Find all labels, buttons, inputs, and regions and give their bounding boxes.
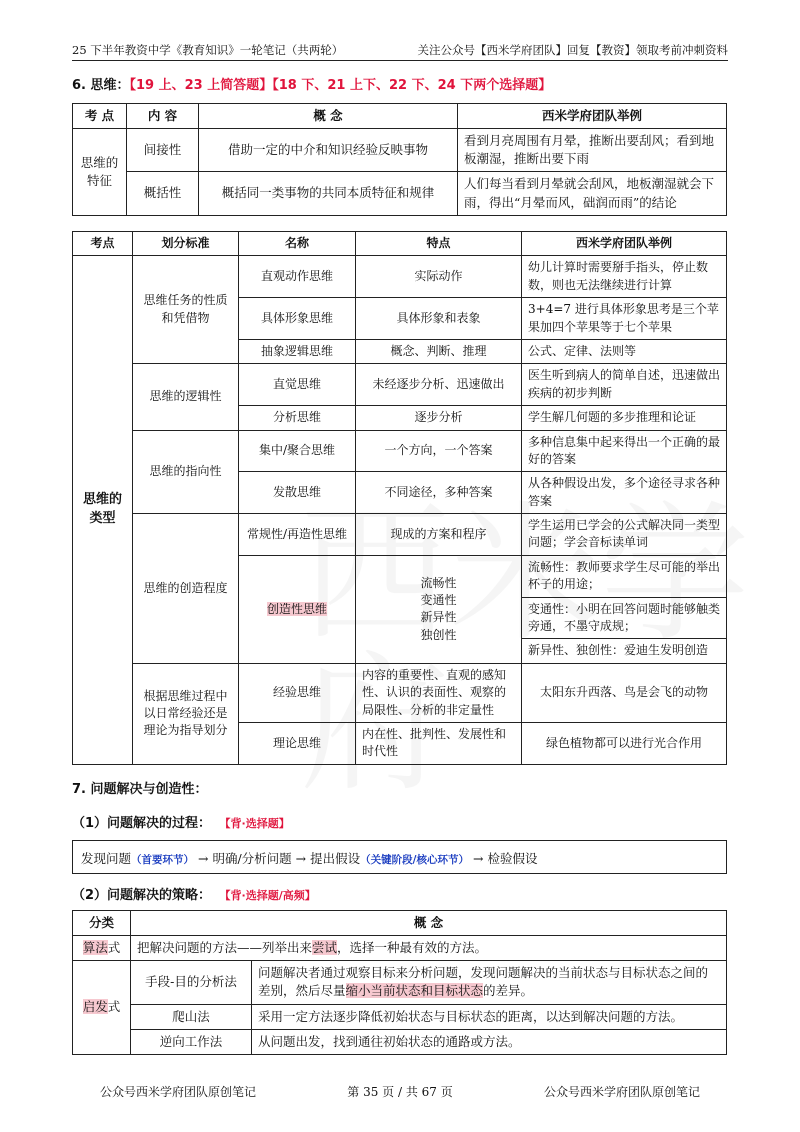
strategy-table [72,910,727,1055]
feature-line: 变通性 [420,592,457,607]
feature-line: 流畅性 [420,575,457,590]
section-7-1-label: （1）问题解决的过程： [72,816,212,831]
content-cell: 概括性 [127,172,199,215]
process-step: 提出假设 [310,851,361,866]
feature-cell: 内容的重要性、直观的感知性、认识的表面性、观察的局限性、分析的非定量性 [356,663,522,722]
standard-cell: 思维任务的性质和凭借物 [133,256,239,364]
header-right: 关注公众号【西米学府团队】回复【教资】领取考前冲刺资料 [417,43,728,57]
page-footer [100,1083,700,1100]
name-cell: 直观动作思维 [239,256,356,298]
table-row [73,1004,727,1029]
arrow: → [198,851,209,866]
col-header: 西米学府团队举例 [522,232,727,256]
feature-cell: 未经逐步分析、迅速做出 [356,364,522,406]
name-cell: 直觉思维 [239,364,356,406]
example-cell: 3+4=7 进行具体形象思考是三个苹果加四个苹果等于七个苹果 [522,298,727,340]
concept-cell: 概括同一类事物的共同本质特征和规律 [199,172,458,215]
algo-name-hl: 算法 [82,940,108,956]
process-step-tag: （首要环节） [131,854,195,866]
algo-def-hl: 尝试 [312,940,338,956]
example-cell: 流畅性：教师要求学生尽可能的举出杯子的用途； [522,555,727,597]
table-row [73,663,727,722]
feature-cell: 概念、判断、推理 [356,339,522,363]
standard-cell: 思维的逻辑性 [133,364,239,430]
feature-cell: 内在性、批判性、发展性和时代性 [356,722,522,764]
method-name-cell: 爬山法 [131,1004,252,1029]
process-step: 明确/分析问题 [212,851,292,866]
example-cell: 医生听到病人的简单自述，迅速做出疾病的初步判断 [522,364,727,406]
creative-thinking-name: 创造性思维 [266,601,327,616]
section-7-1-title [72,812,290,831]
heur-def-end: 的差异。 [483,983,534,999]
section-7-2-label: （2）问题解决的策略： [72,888,212,903]
example-cell: 学生解几何题的多步推理和论证 [522,406,727,430]
feature-cell: 逐步分析 [356,406,522,430]
col-header: 考点 [73,232,133,256]
table-row [73,364,727,406]
standard-cell: 思维的指向性 [133,430,239,514]
table-row [73,514,727,556]
example-cell: 多种信息集中起来得出一个正确的最好的答案 [522,430,727,472]
name-cell: 抽象逻辑思维 [239,339,356,363]
example-cell: 看到月亮周围有月晕，推断出要刮风；看到地板潮湿，推断出要下雨 [458,129,727,172]
example-cell: 人们每当看到月晕就会刮风，地板潮湿就会下雨，得出“月晕而风，础润而雨”的结论 [458,172,727,215]
feature-line: 独创性 [420,627,457,642]
definition-cell: 从问题出发，找到通往初始状态的通路或方法。 [252,1029,727,1054]
col-header: 概 念 [131,911,727,936]
footer-right: 公众号西米学府团队原创笔记 [543,1085,700,1099]
table-row [73,256,727,298]
algo-name-suffix: 式 [107,940,121,956]
definition-cell [252,961,727,1004]
method-name-cell: 逆向工作法 [131,1029,252,1054]
name-cell: 经验思维 [239,663,356,722]
section-7-title: 7. 问题解决与创造性： [72,782,208,797]
table-row [73,936,727,961]
col-header: 内 容 [127,104,199,129]
name-cell: 理论思维 [239,722,356,764]
name-cell: 集中/聚合思维 [239,430,356,472]
page-number: 第 35 页 / 共 67 页 [347,1085,453,1099]
example-cell: 太阳东升西落、鸟是会飞的动物 [522,663,727,722]
concept-cell: 借助一定的中介和知识经验反映事物 [199,129,458,172]
header-left: 25 下半年教资中学《教育知识》一轮笔记（共两轮） [72,43,344,57]
process-step-tag: （关键阶段/核心环节） [360,854,469,866]
section-7-1-tag: 【背·选择题】 [225,817,290,830]
section-6-label: 6. 思维： [72,78,130,93]
feature-line: 新异性 [420,610,457,625]
standard-cell: 思维的创造程度 [133,514,239,664]
heur-def-hl: 缩小当前状态和目标状态 [345,983,484,999]
name-cell: 发散思维 [239,472,356,514]
example-cell: 学生运用已学会的公式解决同一类型问题；学会音标读单词 [522,514,727,556]
definition-cell [131,936,727,961]
feature-cell [356,555,522,663]
point-cell: 思维的特征 [73,129,127,216]
section-6-tag: 【19 上、23 上简答题】【18 下、21 上下、22 下、24 下两个选择题】 [129,78,552,93]
example-cell: 绿色植物都可以进行光合作用 [522,722,727,764]
section-6-title [72,74,551,93]
thinking-features-table [72,103,727,216]
example-cell: 新异性、独创性：爱迪生发明创造 [522,639,727,663]
col-header: 概 念 [199,104,458,129]
process-step: 检验假设 [487,851,538,866]
section-7-2-title [72,884,316,903]
col-header: 特点 [356,232,522,256]
example-cell: 从各种假设出发，多个途径寻求各种答案 [522,472,727,514]
definition-cell: 采用一定方法逐步降低初始状态与目标状态的距离，以达到解决问题的方法。 [252,1004,727,1029]
algo-def-end: ，选择一种最有效的方法。 [337,940,488,956]
col-header: 分类 [73,911,131,936]
standard-cell: 根据思维过程中以日常经验还是理论为指导划分 [133,663,239,764]
example-cell: 公式、定律、法则等 [522,339,727,363]
name-cell: 分析思维 [239,406,356,430]
col-header: 名称 [239,232,356,256]
heur-name-suffix: 式 [107,999,121,1015]
heur-name-hl: 启发 [82,999,108,1015]
heur-def: 问题解决者通过观察目标来分析问题，发现问题解决的当前状态与目标状态之间的差别，然后尽量 [258,965,709,999]
algo-def: 把解决问题的方法——列举出来 [137,940,313,956]
category-cell [73,936,131,961]
table-row [73,1029,727,1054]
feature-cell: 实际动作 [356,256,522,298]
col-header: 西米学府团队举例 [458,104,727,129]
table-row [73,430,727,472]
col-header: 划分标准 [133,232,239,256]
process-box [72,840,727,874]
example-cell: 变通性：小明在回答问题时能够触类旁通，不墨守成规； [522,597,727,639]
feature-cell: 具体形象和表象 [356,298,522,340]
thinking-types-table [72,231,727,765]
table-row [73,961,727,1004]
method-name-cell: 手段-目的分析法 [131,961,252,1004]
table-row [73,129,727,172]
table-header-row [73,911,727,936]
example-cell: 幼儿计算时需要掰手指头，停止数数，则也无法继续进行计算 [522,256,727,298]
table-header-row [73,232,727,256]
arrow: → [295,851,307,866]
col-header: 考 点 [73,104,127,129]
category-cell [73,961,131,1055]
feature-cell: 一个方向，一个答案 [356,430,522,472]
name-cell: 常规性/再造性思维 [239,514,356,556]
process-step: 发现问题 [81,851,132,866]
page-header [72,36,728,61]
table-row [73,172,727,215]
section-7-2-tag: 【背·选择题/高频】 [225,889,316,902]
feature-cell: 现成的方案和程序 [356,514,522,556]
arrow: → [472,851,484,866]
content-cell: 间接性 [127,129,199,172]
point-cell: 思维的类型 [73,256,133,764]
table-header-row [73,104,727,129]
footer-left: 公众号西米学府团队原创笔记 [100,1085,257,1099]
name-cell [239,555,356,663]
feature-cell: 不同途径，多种答案 [356,472,522,514]
name-cell: 具体形象思维 [239,298,356,340]
